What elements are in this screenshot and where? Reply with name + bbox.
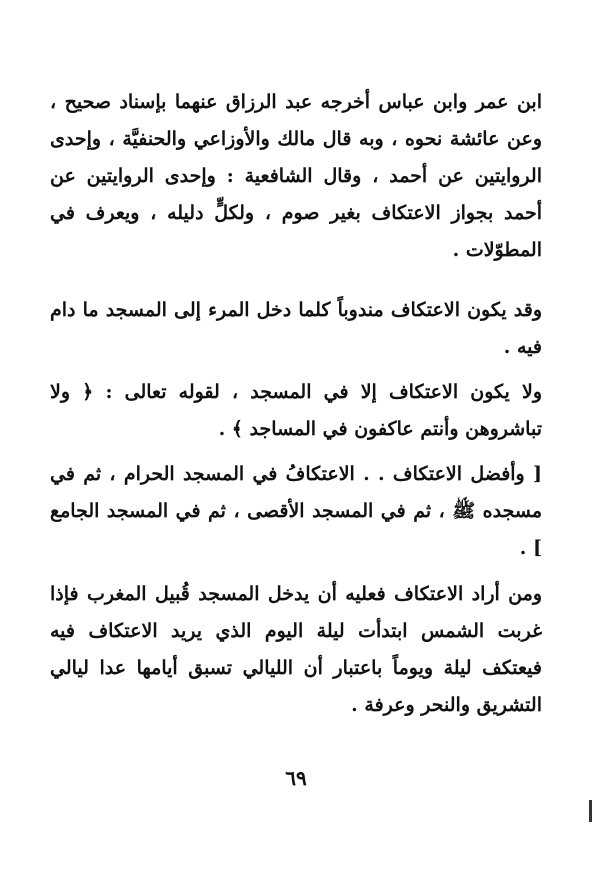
paragraph-best-mosques: [ وأفضل الاعتكاف . . الاعتكافُ في المسجد الحرام ، ثم في مسجده ﷺ ، ثم في المسجد الأقصى ، ثم في المسجد الجامع ] .: [50, 463, 542, 559]
paragraph-opinions: ابن عمر وابن عباس أخرجه عبد الرزاق عنهما بإسناد صحيح ، وعن عائشة نحوه ، وبه قال مالك والأوزاعي والحنفيَّة ، وإحدى الروايتين عن أحمد ، وقال الشافعية : وإحدى الروايتين عن أحمد بجواز الاعتكاف بغير صوم ، ولكلٍّ دليله ، ويعرف في المطوّلات .: [50, 91, 542, 261]
page-number: ٦٩: [285, 766, 307, 790]
paragraph-mosque-condition: ولا يكون الاعتكاف إلا في المسجد ، لقوله تعالى : ﴿ ولا تباشروهن وأنتم عاكفون في المساجد ﴾ .: [50, 381, 542, 440]
paragraph-entry-timing: ومن أراد الاعتكاف فعليه أن يدخل المسجد قُبيل المغرب فإذا غربت الشمس ابتدأت ليلة اليوم الذي يريد الاعتكاف فيه فيعتكف ليلة ويوماً باعتبار أن الليالي تسبق أيامها عدا ليالي التشريق والنحر وعرفة .: [50, 583, 542, 716]
paragraph-recommended-itikaf: وقد يكون الاعتكاف مندوباً كلما دخل المرء إلى المسجد ما دام فيه .: [50, 299, 542, 358]
